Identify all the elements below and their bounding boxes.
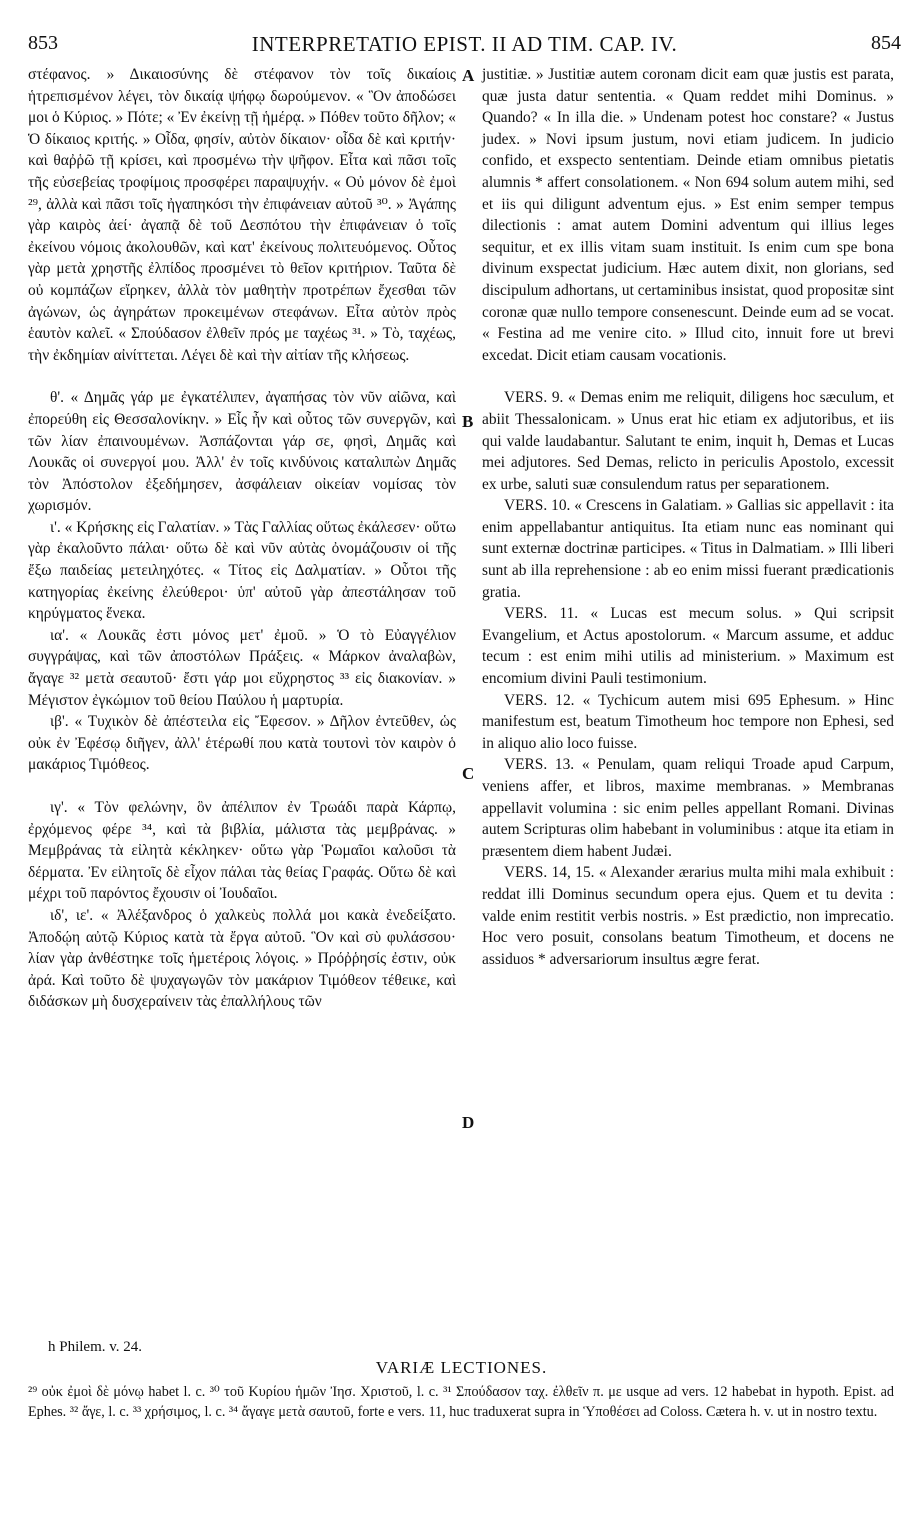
latin-paragraph: VERS. 10. « Crescens in Galatiam. » Gallias sic appellavit : ita enim appellabantur antiquitus. Ita etiam nunc eas nominant qui sunt externæ doctrinæ participes. « Titus in Dalmatiam. » Illi liberi sunt ab illa reprehensione : ab eo enim missi fuerant prædicationis gratia. — [482, 497, 894, 601]
margin-letter-c: C — [462, 764, 475, 783]
latin-paragraph: VERS. 12. « Tychicum autem misi 695 Ephesum. » Hinc manifestum est, beatum Timotheum hoc tempore non Ephesi, sed in aliquo alio loco fuisse. — [482, 691, 894, 752]
latin-paragraph: VERS. 9. « Demas enim me reliquit, diligens hoc sæculum, et abiit Thessalonicam. » Unus erat hic etiam ex adjutoribus, et iis qui valde laudabantur. Salutant te enim, inquit h, Demas et Lucas mei adjutores. Sed Demas, relicto in periculis Apostolo, excessit ex urbe, saluti suæ consulendum ratus per separationem. — [482, 389, 894, 493]
greek-paragraph: ια'. « Λουκᾶς ἐστι μόνος μετ' ἐμοῦ. » Ὁ τὸ Εὐαγγέλιον συγγράψας, καὶ τῶν ἀποστόλων Πράξεις. « Μάρκον ἀναλαβὼν, ἄγαγε ³² μετὰ σεαυτοῦ· ἔστι γάρ μοι εὔχρηστος ³³ εἰς διακονίαν. » Μέγιστον ἐγκώμιον τοῦ θείου Παύλου ἡ μαρτυρία. — [28, 626, 456, 709]
variae-lectiones — [28, 1382, 894, 1422]
greek-column — [28, 64, 456, 1013]
running-title: INTERPRETATIO EPIST. II AD TIM. CAP. IV. — [251, 32, 678, 56]
greek-paragraph: ι'. « Κρήσκης εἰς Γαλατίαν. » Τὰς Γαλλίας οὕτως ἐκάλεσεν· οὕτω γὰρ ἐκαλοῦντο πάλαι· οὕτω δὲ καὶ νῦν αὐτὰς ὀνομάζουσιν οἱ τῆς ἔξω παιδείας μετειληχότες. « Τίτος εἰς Δαλματίαν. » Οὗτοι τῆς κατηγορίας ἐκείνης ἐλεύθεροι· ὑπ' αὐτοῦ γὰρ ἀπεστάλησαν τοῦ κηρύγματος ἕνεκα. — [28, 518, 456, 623]
greek-paragraph: ιγ'. « Τὸν φελώνην, ὃν ἀπέλιπον ἐν Τρωάδι παρὰ Κάρπῳ, ἐρχόμενος φέρε ³⁴, καὶ τὰ βιβλία, μάλιστα τὰς μεμβράνας. » Μεμβράνας τὰ εἰλητὰ κέκληκεν· οὕτω γὰρ Ῥωμαῖοι καλοῦσι τὰ δέρματα. Ἐν εἰλητοῖς δὲ εἶχον πάλαι τὰς θείας Γραφάς. Οὕτω δὲ καὶ μέχρι τοῦ παρόντος ἔχουσιν οἱ Ἰουδαῖοι. — [28, 799, 456, 903]
latin-paragraph: justitiæ. » Justitiæ autem coronam dicit eam quæ justis est parata, quæ justa datur sententia. « Quam reddet mihi Dominus. » Quando? « In illa die. » Undenam potest hoc constare? « Justus judex. » Novi ipsum justum, novi etiam judicem. In judicio confido, et exspecto sententiam. Deinde etiam omnibus pietatis alumnis * affert consolationem. « Non 694 solum autem mihi, sed et iis qui diligunt adventum ejus. » Est enim semper tempus dilectionis : amat autem Domini adventum qui illius leges sequitur, et ex illis vitam suam instituit. Is enim cum spe bona divinum exspectat judicium. Hæc autem dixit, non glorians, sed discipulum adhortans, ut certaminibus insistat, quod propositæ sint coronæ quæ nullo tempore consenescunt. Deinde eum ad se vocat. « Festina ad me venire cito. » Illud cito, innuit fore ut brevi excedat. Dicit etiam causam vocationis. — [482, 66, 894, 364]
greek-paragraph: ιβ'. « Τυχικὸν δὲ ἀπέστειλα εἰς Ἔφεσον. » Δῆλον ἐντεῦθεν, ὡς οὐκ ἐν Ἐφέσῳ διῆγεν, ἀλλ' ἑτέρωθί που κατὰ τουτονὶ τὸν καιρὸν ὁ μακάριος Τιμόθεος. — [28, 713, 456, 774]
right-page-number: 854 — [871, 32, 901, 54]
greek-paragraph: ιδ', ιε'. « Ἀλέξανδρος ὁ χαλκεὺς πολλά μοι κακὰ ἐνεδείξατο. Ἀποδῴη αὐτῷ Κύριος κατὰ τὰ ἔργα αὐτοῦ. Ὃν καὶ σὺ φυλάσσου· λίαν γὰρ ἀνθέστηκε τοῖς ἡμετέροις λόγοις. » Πρόῤῥησίς ἐστιν, οὐκ ἀρά. Καὶ τοῦτο δὲ ψυχαγωγῶν τὸν μακάριον Τιμόθεον τέθεικε, καὶ διδάσκων μὴ δυσχεραίνειν τὰς ἐπαλλήλους τῶν — [28, 906, 456, 1011]
margin-letter-b: B — [462, 412, 474, 431]
margin-letter-a: A — [462, 66, 475, 85]
variae-lectiones-title: VARIÆ LECTIONES. — [375, 1358, 548, 1377]
footnote: h Philem. v. 24. — [48, 1339, 143, 1355]
variae-lectiones-text: ²⁹ οὐκ ἐμοὶ δὲ μόνῳ habet l. c. ³⁰ τοῦ Κυρίου ἡμῶν Ἰησ. Χριστοῦ, l. c. ³¹ Σπούδασον ταχ. ἐλθεῖν π. με usque ad vers. 12 habebat in hypoth. Epist. ad Ephes. ³² ἄγε, l. c. ³³ χρήσιμος, l. c. ³⁴ ἄγαγε μετὰ σαυτοῦ, forte e vers. 11, huc traduxerat supra in Ὑποθέσει ad Coloss. Cætera h. v. ut in nostro textu. — [28, 1384, 894, 1420]
latin-paragraph: VERS. 14, 15. « Alexander ærarius multa mihi mala exhibuit : reddat illi Dominus secundum opera ejus. Quem et tu devita : valde enim restitit verbis nostris. » Est prædictio, non imprecatio. Hoc vero posuit, consolans beatum Timotheum, et docens ne assiduos * adversariorum insultus ægre ferat. — [482, 864, 894, 968]
latin-paragraph: VERS. 11. « Lucas est mecum solus. » Qui scripsit Evangelium, et Actus apostolorum. « Marcum assume, et adduc tecum : est enim mihi utilis ad ministerium. » Maximum est encomium divini Pauli testimonium. — [482, 605, 894, 688]
latin-paragraph: VERS. 13. « Penulam, quam reliqui Troade apud Carpum, veniens affer, et libros, maxime membranas. » Membranas appellavit volumina : sic enim pelles appellant Romani. Divinas autem Scripturas olim habebant in voluminibus : atque ita etiam in præsentem diem habent Judæi. — [482, 756, 894, 860]
margin-letter-d: D — [462, 1113, 475, 1132]
left-page-number: 853 — [28, 32, 58, 54]
latin-column — [482, 64, 894, 970]
page-header — [28, 32, 901, 58]
greek-paragraph: θ'. « Δημᾶς γάρ με ἐγκατέλιπεν, ἀγαπήσας τὸν νῦν αἰῶνα, καὶ ἐπορεύθη εἰς Θεσσαλονίκην. » Εἷς ἦν καὶ οὗτος τῶν συνεργῶν, καὶ τῶν λίαν ἐπαινουμένων. Ἀσπάζονται γάρ σε, φησὶ, Δημᾶς καὶ Λουκᾶς οἱ συνεργοί μου. Ἀλλ' ἐν τοῖς κινδύνοις καταλιπὼν Δημᾶς τὸν Ἀπόστολον ἐξεδήμησεν, ἀσφάλειαν οἰκείαν νομίσας τὸν χωρισμόν. — [28, 389, 456, 515]
greek-paragraph: στέφανος. » Δικαιοσύνης δὲ στέφανον τὸν τοῖς δικαίοις ἡτρεπισμένον λέγει, τὸν δικαίᾳ ψήφῳ δωρούμενον. « Ὃν ἀποδώσει μοι ὁ Κύριος. » Πότε; « Ἐν ἐκείνῃ τῇ ἡμέρᾳ. » Πόθεν τοῦτο δῆλον; « Ὁ δίκαιος κριτής. » Οἶδα, φησίν, αὐτὸν δίκαιον· οἶδα δὲ καὶ κριτήν· καὶ θαῤῥῶ τῇ κρίσει, καὶ προσμένω τὴν ψῆφον. Εἶτα καὶ πᾶσι τοῖς τῆς εὐσεβείας τροφίμοις προσφέρει παραψυχήν. « Οὐ μόνον δὲ ἐμοὶ ²⁹, ἀλλὰ καὶ πᾶσι τοῖς ἠγαπηκόσι τὴν ἐπιφάνειαν αὐτοῦ ³⁰. » Ἀγάπης γὰρ καιρὸς ἀεί· ἀγαπᾷ δὲ τοῦ Δεσπότου τὴν ἐπιφάνειαν ὁ τοῖς ἐκείνου νόμοις ἀκολουθῶν, καὶ κατ' ἐκείνους πολιτευόμενος. Οὗτος γὰρ μετὰ χρηστῆς ἐλπίδος προσμένει τὸ θεῖον κριτήριον. Ταῦτα δὲ οὐ κομπάζων εἴρηκεν, ἀλλὰ τὸν μαθητὴν προτρέπων ἔχεσθαι τῶν ἀγώνων, ὡς ἀγηράτων προκειμένων στεφάνων. Εἶτα αὐτὸν πρὸς ἑαυτὸν καλεῖ. « Σπούδασον ἐλθεῖν πρός με ταχέως ³¹. » Τὸ, ταχέως, τὴν ἐκδημίαν αἰνίττεται. Λέγει δὲ καὶ τὴν αἰτίαν τῆς κλήσεως. — [28, 66, 456, 364]
